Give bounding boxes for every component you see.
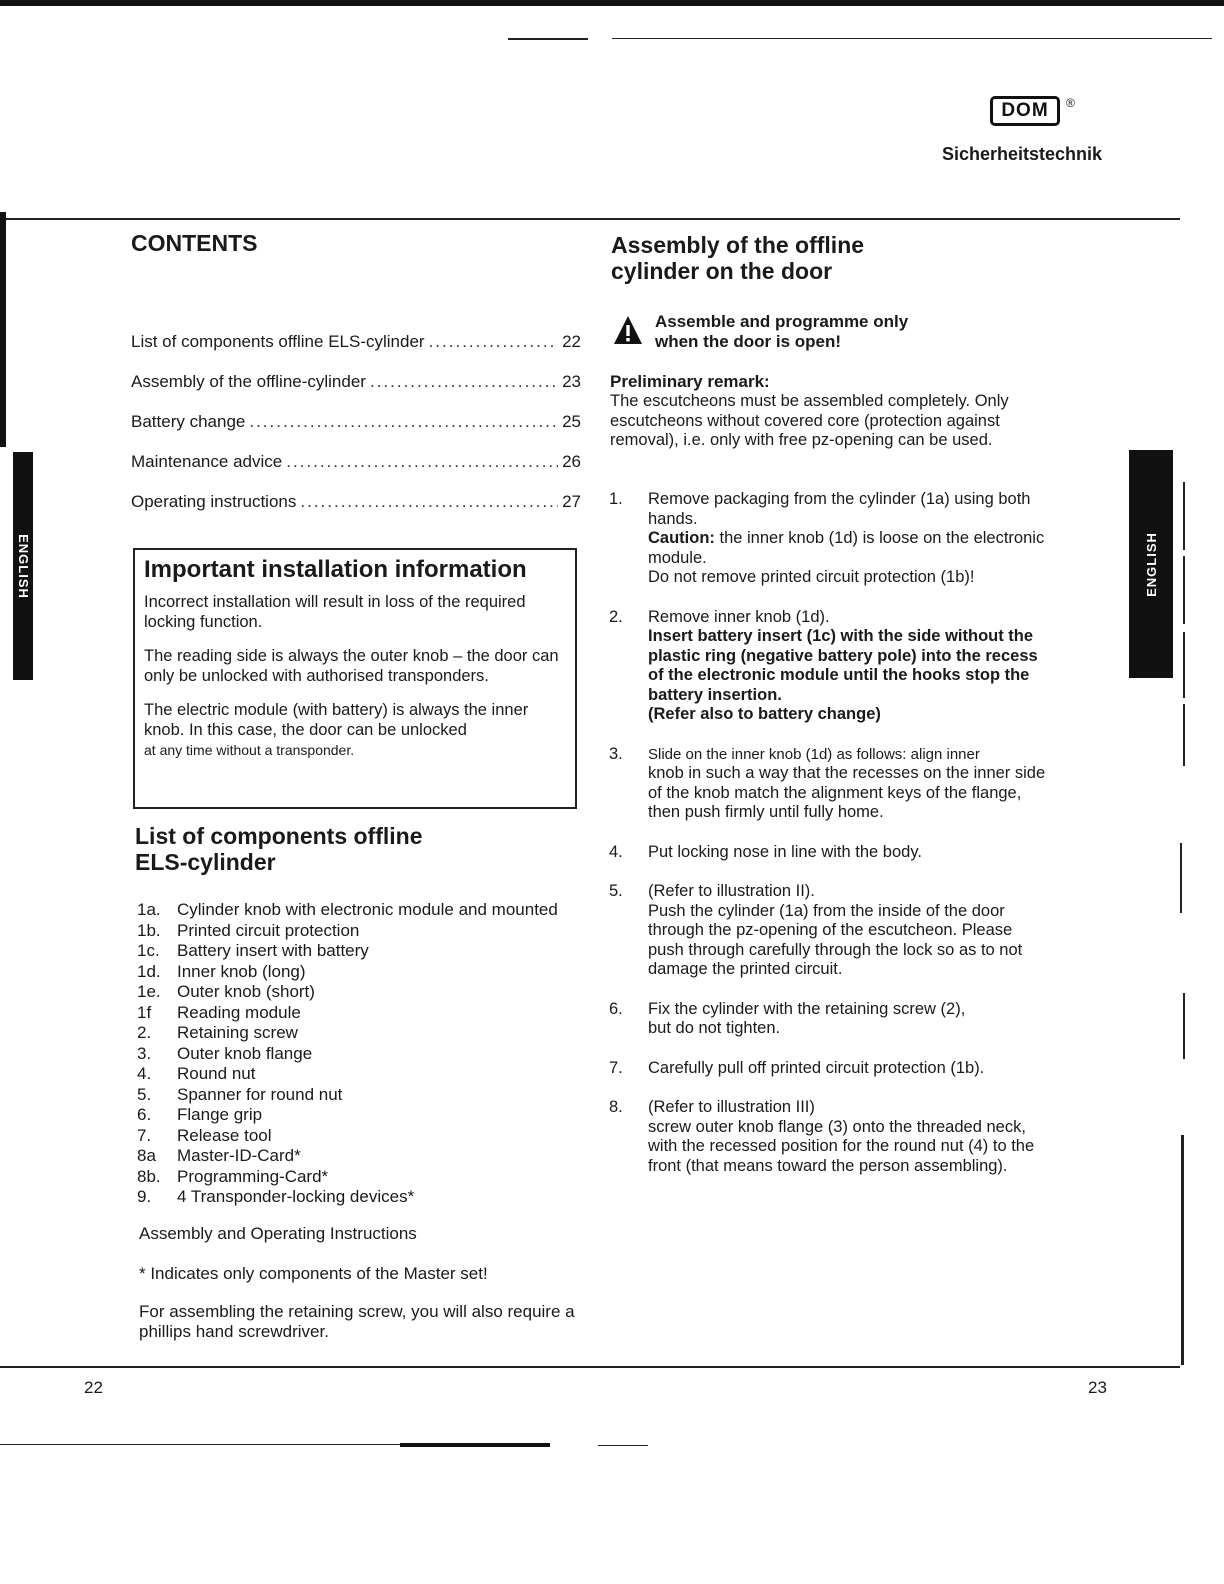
toc-entry: Maintenance advice ..... 26	[131, 452, 581, 492]
binding-mark	[1183, 704, 1185, 766]
language-tab-right: ENGLISH	[1129, 450, 1173, 678]
note-master-set: * Indicates only components of the Master set!	[139, 1264, 488, 1283]
list-item: 2. Retaining screw	[137, 1023, 298, 1042]
note-assembly: Assembly and Operating Instructions	[139, 1224, 417, 1243]
assembly-steps	[609, 490, 1049, 1196]
list-item: 4. Put locking nose in line with the body.	[609, 842, 922, 861]
note-screwdriver: For assembling the retaining screw, you will also require a phillips hand screwdriver.	[139, 1302, 575, 1341]
list-item: 2. Remove inner knob (1d). Insert battery insert (1c) with the side without the plastic ring (negative battery pole) into the recess of the electronic module until the hooks stop the battery insertion. (Refer also to battery change)	[609, 607, 1038, 723]
toc-entry: List of components offline ELS-cylinder ..... 22	[131, 332, 581, 372]
list-item: 8b. Programming-Card*	[137, 1166, 329, 1186]
warning-line: Assemble and programme only	[655, 312, 909, 331]
binding-mark	[1183, 482, 1185, 550]
dom-logo: DOM	[990, 96, 1060, 126]
list-item: 9. 4 Transponder-locking devices*	[137, 1187, 415, 1206]
prelim-title: Preliminary remark:	[610, 372, 770, 391]
top-border	[0, 0, 1224, 6]
toc-entry: Assembly of the offline-cylinder ..... 23	[131, 372, 581, 412]
list-item: 5. (Refer to illustration II). Push the cylinder (1a) from the inside of the door through the pz-opening of the escutcheon. Please push through carefully through the lock so as to not damage the printed circuit.	[609, 882, 1023, 978]
page-number-left: 22	[84, 1378, 103, 1397]
list-item: 1d. Inner knob (long)	[137, 961, 306, 981]
bottom-scan-line	[400, 1443, 550, 1447]
installation-info-box	[133, 548, 577, 809]
assembly-title: Assembly of the offline cylinder on the door	[611, 232, 865, 284]
info-paragraph: The reading side is always the outer knob – the door can only be unlocked with authorised transponders.	[144, 647, 559, 685]
list-item: 1c. Battery insert with battery	[137, 941, 369, 960]
list-item: 1b. Printed circuit protection	[137, 920, 360, 940]
list-item: 5. Spanner for round nut	[137, 1084, 343, 1104]
list-item: 1f Reading module	[137, 1002, 301, 1022]
page-number-right: 23	[1088, 1378, 1107, 1397]
list-item: 1e. Outer knob (short)	[137, 982, 315, 1001]
left-margin-bar	[0, 212, 6, 447]
registered-mark: ®	[1066, 96, 1075, 110]
list-item: 6. Flange grip	[137, 1105, 263, 1124]
contents-title: CONTENTS	[131, 230, 258, 256]
info-paragraph: The electric module (with battery) is always the inner knob. In this case, the door can be unlocked at any time without a transponder.	[144, 701, 529, 758]
binding-mark	[1180, 843, 1182, 913]
binding-mark	[1183, 993, 1185, 1059]
toc-entry: Operating instructions ..... 27	[131, 492, 581, 532]
toc-entry: Battery change ..... 25	[131, 412, 581, 452]
list-item: 6. Fix the cylinder with the retaining screw (2), but do not tighten.	[609, 999, 966, 1037]
info-box-title: Important installation information	[144, 556, 527, 583]
warning-icon	[613, 314, 643, 346]
footer-divider	[0, 1366, 1180, 1368]
warning-notice	[613, 312, 908, 352]
list-item: 8a Master-ID-Card*	[137, 1146, 301, 1165]
brand-subtitle: Sicherheitstechnik	[942, 144, 1103, 164]
list-item: 3. Outer knob flange	[137, 1043, 313, 1063]
top-scan-line	[508, 38, 588, 40]
table-of-contents	[131, 332, 581, 532]
list-item: 7. Release tool	[137, 1125, 272, 1145]
list-item: 3. Slide on the inner knob (1d) as follows: align inner knob in such a way that the recesses on the inner side of the knob match the alignment keys of the flange, then push firmly until fully home.	[609, 744, 1046, 821]
list-item: 4. Round nut	[137, 1064, 256, 1083]
binding-mark	[1181, 1135, 1184, 1365]
list-item: 8. (Refer to illustration III) screw outer knob flange (3) onto the threaded neck, with the recessed position for the round nut (4) to the front (that means toward the person assembling).	[609, 1098, 1035, 1175]
language-tab-left: ENGLISH	[13, 452, 33, 680]
binding-mark	[1183, 556, 1185, 624]
components-title: List of components offline ELS-cylinder	[135, 823, 423, 875]
binding-mark	[1183, 632, 1185, 698]
list-item: 1a. Cylinder knob with electronic module and mounted	[137, 900, 558, 919]
components-list	[137, 900, 597, 1208]
info-paragraph: Incorrect installation will result in loss of the required locking function.	[144, 593, 526, 631]
warning-line: when the door is open!	[655, 332, 842, 351]
bottom-scan-line	[598, 1445, 648, 1446]
top-scan-line	[612, 38, 1212, 39]
header-divider	[0, 218, 1180, 220]
prelim-text: The escutcheons must be assembled completely. Only escutcheons without covered core (protection against removal), i.e. only with free pz-opening can be used.	[610, 392, 1009, 449]
list-item: 1. Remove packaging from the cylinder (1a) using both hands. Caution: the inner knob (1d) is loose on the electronic module. Do not remove printed circuit protection (1b)!	[609, 490, 1045, 586]
list-item: 7. Carefully pull off printed circuit protection (1b).	[609, 1058, 985, 1077]
